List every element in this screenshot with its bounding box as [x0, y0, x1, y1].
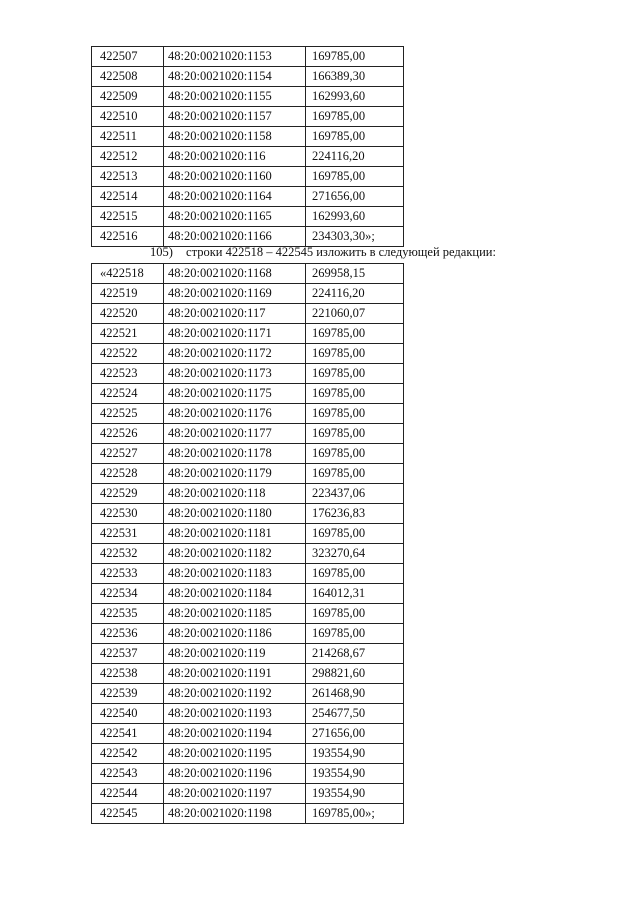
- table-row: [92, 664, 404, 684]
- row-number-cell: 422519: [92, 284, 164, 304]
- cadastral-number-cell: 48:20:0021020:1180: [164, 504, 306, 524]
- value-cell: 193554,90: [306, 784, 404, 804]
- cadastral-number-cell: 48:20:0021020:1195: [164, 744, 306, 764]
- table-row: [92, 784, 404, 804]
- paragraph-text: строки 422518 – 422545 изложить в следующей редакции:: [186, 245, 496, 259]
- row-number-cell: 422512: [92, 147, 164, 167]
- cadastral-number-cell: 48:20:0021020:1155: [164, 87, 306, 107]
- row-number-cell: 422523: [92, 364, 164, 384]
- table-row: [92, 504, 404, 524]
- table-row: [92, 147, 404, 167]
- table-row: [92, 127, 404, 147]
- row-number-cell: 422513: [92, 167, 164, 187]
- value-cell: 169785,00: [306, 524, 404, 544]
- row-number-cell: 422533: [92, 564, 164, 584]
- cadastral-number-cell: 48:20:0021020:1197: [164, 784, 306, 804]
- cadastral-number-cell: 48:20:0021020:1165: [164, 207, 306, 227]
- table-row: [92, 87, 404, 107]
- table-row: [92, 624, 404, 644]
- table-row: [92, 284, 404, 304]
- table-row: [92, 167, 404, 187]
- cadastral-number-cell: 48:20:0021020:1181: [164, 524, 306, 544]
- table-row: [92, 724, 404, 744]
- value-cell: 169785,00: [306, 364, 404, 384]
- amendment-paragraph: [150, 244, 610, 261]
- cadastral-number-cell: 48:20:0021020:1160: [164, 167, 306, 187]
- row-number-cell: 422529: [92, 484, 164, 504]
- row-number-cell: 422530: [92, 504, 164, 524]
- row-number-cell: 422527: [92, 444, 164, 464]
- value-cell: 169785,00: [306, 324, 404, 344]
- table-row: [92, 484, 404, 504]
- row-number-cell: 422539: [92, 684, 164, 704]
- row-number-cell: 422528: [92, 464, 164, 484]
- row-number-cell: 422542: [92, 744, 164, 764]
- table-row: [92, 187, 404, 207]
- table-row: [92, 644, 404, 664]
- cadastral-number-cell: 48:20:0021020:1175: [164, 384, 306, 404]
- row-number-cell: 422540: [92, 704, 164, 724]
- cadastral-number-cell: 48:20:0021020:1182: [164, 544, 306, 564]
- table-row: [92, 584, 404, 604]
- cadastral-number-cell: 48:20:0021020:1169: [164, 284, 306, 304]
- value-cell: 254677,50: [306, 704, 404, 724]
- value-cell: 221060,07: [306, 304, 404, 324]
- value-cell: 271656,00: [306, 187, 404, 207]
- value-cell: 271656,00: [306, 724, 404, 744]
- table-row: [92, 67, 404, 87]
- value-cell: 169785,00: [306, 384, 404, 404]
- row-number-cell: 422521: [92, 324, 164, 344]
- value-cell: 223437,06: [306, 484, 404, 504]
- table-row: [92, 324, 404, 344]
- row-number-cell: 422531: [92, 524, 164, 544]
- row-number-cell: 422516: [92, 227, 164, 247]
- value-cell: 176236,83: [306, 504, 404, 524]
- cadastral-number-cell: 48:20:0021020:1158: [164, 127, 306, 147]
- table-row: [92, 544, 404, 564]
- value-cell: 261468,90: [306, 684, 404, 704]
- cadastral-number-cell: 48:20:0021020:1154: [164, 67, 306, 87]
- value-cell: 169785,00: [306, 604, 404, 624]
- row-number-cell: 422520: [92, 304, 164, 324]
- value-cell: 169785,00: [306, 424, 404, 444]
- cadastral-number-cell: 48:20:0021020:1193: [164, 704, 306, 724]
- table-row: [92, 564, 404, 584]
- value-cell: 169785,00: [306, 624, 404, 644]
- table-row: [92, 344, 404, 364]
- value-cell: 169785,00: [306, 47, 404, 67]
- paragraph-number: 105): [150, 245, 173, 259]
- row-number-cell: 422515: [92, 207, 164, 227]
- value-cell: 169785,00: [306, 344, 404, 364]
- row-number-cell: 422534: [92, 584, 164, 604]
- row-number-cell: 422532: [92, 544, 164, 564]
- cadastral-number-cell: 48:20:0021020:1198: [164, 804, 306, 824]
- cadastral-number-cell: 48:20:0021020:1191: [164, 664, 306, 684]
- cadastral-table-1: [91, 46, 404, 247]
- row-number-cell: 422537: [92, 644, 164, 664]
- cadastral-number-cell: 48:20:0021020:1183: [164, 564, 306, 584]
- row-number-cell: 422507: [92, 47, 164, 67]
- value-cell: 169785,00: [306, 464, 404, 484]
- row-number-cell: 422526: [92, 424, 164, 444]
- value-cell: 224116,20: [306, 284, 404, 304]
- value-cell: 193554,90: [306, 764, 404, 784]
- cadastral-number-cell: 48:20:0021020:1164: [164, 187, 306, 207]
- table-row: [92, 464, 404, 484]
- cadastral-number-cell: 48:20:0021020:1179: [164, 464, 306, 484]
- row-number-cell: 422545: [92, 804, 164, 824]
- row-number-cell: 422522: [92, 344, 164, 364]
- value-cell: 169785,00: [306, 444, 404, 464]
- table-row: [92, 404, 404, 424]
- row-number-cell: «422518: [92, 264, 164, 284]
- table-row: [92, 604, 404, 624]
- cadastral-number-cell: 48:20:0021020:1184: [164, 584, 306, 604]
- table-row: [92, 804, 404, 824]
- row-number-cell: 422511: [92, 127, 164, 147]
- table-row: [92, 684, 404, 704]
- value-cell: 162993,60: [306, 207, 404, 227]
- table-row: [92, 704, 404, 724]
- row-number-cell: 422510: [92, 107, 164, 127]
- row-number-cell: 422524: [92, 384, 164, 404]
- table-row: [92, 424, 404, 444]
- cadastral-number-cell: 48:20:0021020:1196: [164, 764, 306, 784]
- cadastral-number-cell: 48:20:0021020:1194: [164, 724, 306, 744]
- value-cell: 166389,30: [306, 67, 404, 87]
- value-cell: 269958,15: [306, 264, 404, 284]
- row-number-cell: 422541: [92, 724, 164, 744]
- cadastral-number-cell: 48:20:0021020:118: [164, 484, 306, 504]
- cadastral-number-cell: 48:20:0021020:1177: [164, 424, 306, 444]
- value-cell: 169785,00»;: [306, 804, 404, 824]
- cadastral-number-cell: 48:20:0021020:1178: [164, 444, 306, 464]
- table-row: [92, 304, 404, 324]
- value-cell: 169785,00: [306, 564, 404, 584]
- value-cell: 164012,31: [306, 584, 404, 604]
- value-cell: 169785,00: [306, 107, 404, 127]
- cadastral-number-cell: 48:20:0021020:1192: [164, 684, 306, 704]
- cadastral-number-cell: 48:20:0021020:117: [164, 304, 306, 324]
- value-cell: 214268,67: [306, 644, 404, 664]
- table-row: [92, 47, 404, 67]
- value-cell: 193554,90: [306, 744, 404, 764]
- value-cell: 169785,00: [306, 167, 404, 187]
- cadastral-number-cell: 48:20:0021020:1153: [164, 47, 306, 67]
- value-cell: 224116,20: [306, 147, 404, 167]
- table-row: [92, 364, 404, 384]
- table-row: [92, 264, 404, 284]
- cadastral-number-cell: 48:20:0021020:1185: [164, 604, 306, 624]
- cadastral-number-cell: 48:20:0021020:1172: [164, 344, 306, 364]
- table-body: [92, 47, 404, 247]
- table-body: [92, 264, 404, 824]
- cadastral-number-cell: 48:20:0021020:1166: [164, 227, 306, 247]
- cadastral-number-cell: 48:20:0021020:1157: [164, 107, 306, 127]
- row-number-cell: 422514: [92, 187, 164, 207]
- row-number-cell: 422535: [92, 604, 164, 624]
- cadastral-number-cell: 48:20:0021020:1168: [164, 264, 306, 284]
- value-cell: 169785,00: [306, 404, 404, 424]
- cadastral-number-cell: 48:20:0021020:1173: [164, 364, 306, 384]
- value-cell: 169785,00: [306, 127, 404, 147]
- table-row: [92, 444, 404, 464]
- cadastral-number-cell: 48:20:0021020:119: [164, 644, 306, 664]
- cadastral-number-cell: 48:20:0021020:1176: [164, 404, 306, 424]
- table-row: [92, 207, 404, 227]
- row-number-cell: 422544: [92, 784, 164, 804]
- cadastral-number-cell: 48:20:0021020:1186: [164, 624, 306, 644]
- value-cell: 323270,64: [306, 544, 404, 564]
- row-number-cell: 422538: [92, 664, 164, 684]
- table-row: [92, 744, 404, 764]
- value-cell: 234303,30»;: [306, 227, 404, 247]
- table-row: [92, 107, 404, 127]
- table-row: [92, 764, 404, 784]
- value-cell: 162993,60: [306, 87, 404, 107]
- cadastral-table-2: [91, 263, 404, 824]
- cadastral-number-cell: 48:20:0021020:116: [164, 147, 306, 167]
- row-number-cell: 422536: [92, 624, 164, 644]
- row-number-cell: 422509: [92, 87, 164, 107]
- table-row: [92, 524, 404, 544]
- row-number-cell: 422508: [92, 67, 164, 87]
- table-row: [92, 384, 404, 404]
- cadastral-number-cell: 48:20:0021020:1171: [164, 324, 306, 344]
- value-cell: 298821,60: [306, 664, 404, 684]
- row-number-cell: 422525: [92, 404, 164, 424]
- row-number-cell: 422543: [92, 764, 164, 784]
